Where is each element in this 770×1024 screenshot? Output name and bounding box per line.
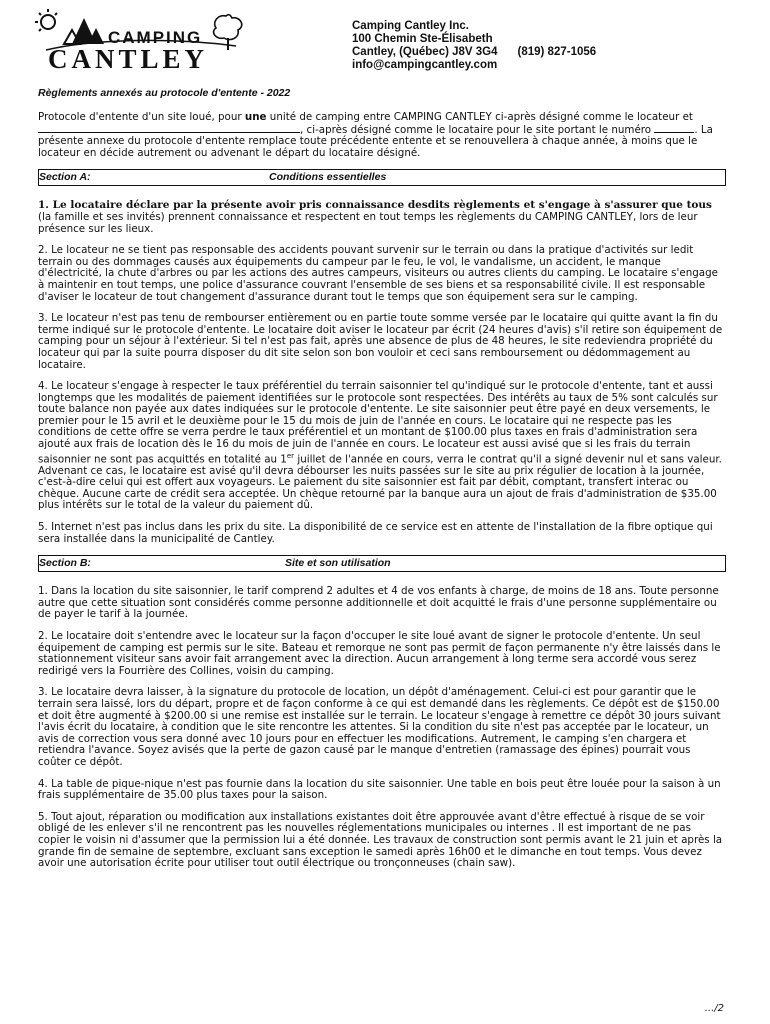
logo-top-word: CAMPING: [108, 28, 203, 47]
camping-cantley-logo: [26, 8, 256, 72]
site-number-blank: [654, 124, 694, 133]
intro-paragraph: [38, 112, 726, 159]
section-a-item-3: 3. Le locateur n'est pas tenu de rembourser entièrement ou en partie toute somme versée par le locataire qui quitte avant la fin du terme indiqué sur le protocole d'entente. Le locataire doit aviser le locateur par écrit (24 heures d'avis) s'il retire son équipement de camping pour un séjour à l'extérieur. Si tel n'est pas fait, après une absence de plus de 48 heures, le site redeviendra propriété du locateur qui par la suite pourra disposer du dit site selon son bon vouloir et ceci sans remboursement ou dédommagement au locataire.: [38, 312, 723, 371]
intro-text-3: , ci-après désigné comme le locataire pour le site portant le numéro: [300, 123, 655, 136]
section-a-item-1-lead: 1. Le locataire déclare par la présente avoir pris connaissance desdits règlements et s'engage à s'assurer que tous: [38, 199, 712, 212]
street-address: 100 Chemin Ste-Élisabeth: [352, 33, 493, 45]
intro-text-1: Protocole d'entente d'un site loué, pour: [38, 111, 245, 123]
superscript-er: er: [286, 451, 295, 460]
section-a-label: Section A:: [39, 171, 91, 184]
section-a-item-2: 2. Le locateur ne se tient pas responsable des accidents pouvant survenir sur le terrain ou dans la pratique d'activités sur ledit terrain ou des dommages causés aux équipements du campeur par le feu, le vol, le vandalisme, un accident, le manque d'électricité, la chute d'arbres ou par les actions des autres campeurs, visiteurs ou autres clients du camping. Le locataire s'engage à maintenir en tout temps, une police d'assurance couvrant l'ensemble de ses biens et sa responsabilité civile. Il est responsable d'aviser le locateur de tout changement d'assurance durant tout le temps que son équipement sera sur le camping.: [38, 244, 718, 303]
logo-bottom-word: CANTLEY: [48, 44, 209, 72]
document-body: [38, 112, 726, 880]
email-link[interactable]: info@campingcantley.com: [352, 59, 498, 71]
phone-number: (819) 827-1056: [517, 46, 597, 58]
intro-une: une: [244, 111, 267, 123]
section-a-header: [38, 169, 726, 186]
company-name: Camping Cantley Inc.: [352, 20, 469, 32]
section-a-item-5: 5. Internet n'est pas inclus dans les prix du site. La disponibilité de ce service est en attente de l'installation de la fibre optique qui sera installée dans la municipalité de Cantley.: [38, 521, 713, 545]
city-address: Cantley, (Québec) J8V 3G4: [352, 46, 498, 58]
logo-graphic: [26, 8, 256, 72]
section-a-title: Conditions essentielles: [269, 171, 387, 184]
section-a-item-4: [38, 381, 726, 512]
locataire-name-blank: [38, 124, 300, 133]
section-a-item-4-part-1: 4. Le locateur s'engage à respecter le taux préférentiel du terrain saisonnier tel qu'indiqué sur le protocole d'entente, tant et aussi longtemps que les modalités de paiement identifiées sur le protocole sont respectées. Des intérêts au taux de 5% sont calculés sur toute balance non payée aux dates indiquées sur le protocole d'entente. Le site saisonnier peut être payé en deux versements, le premier pour le 15 avril et le deuxième pour le 15 du mois de juin de l'année en cours. Le locataire qui ne respecte pas les conditions de cette offre se verra perdre le taux préférentiel et un montant de $100.00 plus taxes en frais d'administration sera ajouté aux frais de location dès le 16 du mois de juin de l'année en cours. Le locateur est aussi avisé que si les frais du terrain saisonnier ne sont pas acquittés en totalité au 1: [38, 380, 718, 466]
section-b-title: Site et son utilisation: [285, 557, 391, 570]
intro-text-4: . La présente annexe du protocole d'entente remplace toute précédente entente et se renouvellera à chaque année, à moins que le locateur en décide autrement ou advenant le départ du locataire désigné.: [38, 123, 713, 159]
section-b-item-4: 4. La table de pique-nique n'est pas fournie dans la location du site saisonnier. Une table en bois peut être louée pour la saison à un frais supplémentaire de 35.00 plus taxes pour la saison.: [38, 777, 721, 802]
section-b-item-5: 5. Tout ajout, réparation ou modification aux installations existantes doit être approuvée avant d'être effectué à risque de se voir obligé de les enlever s'il ne rencontrent pas les nouvelles réglementations municipales ou internes . Il est important de ne pas copier le voisin ni d'assumer que la permission lui a été donnée. Les travaux de construction sont permis avant le 21 juin et après la grande fin de semaine de septembre, excluant sans exception le samedi après 16h00 et le dimanche en tout temps. Vous devez avoir une autorisation écrite pour utiliser tout outil électrique ou tronçonneuses (chain saw).: [38, 810, 723, 870]
section-a-item-1: [38, 200, 726, 235]
section-b-label: Section B:: [39, 557, 91, 570]
section-b-item-1: 1. Dans la location du site saisonnier, le tarif comprend 2 adultes et 4 de vos enfants à charge, de moins de 18 ans. Toute personne autre que cette situation sont considérés comme personne additionnelle et doit acquitté le frais d'une personne supplémentaire ou de payer le tarif à la journée.: [38, 585, 719, 621]
section-b-item-3: 3. Le locataire devra laisser, à la signature du protocole de location, un dépôt d'aménagement. Celui-ci est pour garantir que le terrain sera laissé, lors du départ, propre et de façon conforme à ce qui est demandé dans les règlements. Ce dépôt est de $150.00 et doit être augmenté à $200.00 si une remise est installée sur le terrain. Le locateur s'engage à remettre ce dépôt 30 jours suivant l'avis écrit du locataire, à condition que le site rencontre les attentes. Si la condition du site n'est pas acceptée par le locateur, un avis de correction vous sera donné avec 10 jours pour en effectuer les modifications. Autrement, le camping s'en chargera et retiendra l'avance. Soyez avisés que la perte de gazon causé par le manque d'entretien (ramassage des épines) pourrait vous coûter ce dépôt.: [38, 686, 721, 768]
page-continuation: .../2: [704, 1003, 724, 1014]
section-a-item-1-rest: (la famille et ses invités) prennent connaissance et respectent en tout temps les règlements du CAMPING CANTLEY, lors de leur présence sur les lieux.: [38, 210, 698, 235]
section-b-item-2: 2. Le locataire doit s'entendre avec le locateur sur la façon d'occuper le site loué avant de signer le protocole d'entente. Un seul équipement de camping est permis sur le site. Bateau et remorque ne sont pas permit de façon permanente n'y être laissés dans le stationnement visiteur sans avoir fait arrangement avec la direction. Aucun arrangement à long terme sera accordé vous serez redirigé vers la Fourrière des Collines, voisin du camping.: [38, 630, 721, 677]
intro-text-2: unité de camping entre CAMPING CANTLEY ci-après désigné comme le locateur et: [266, 111, 693, 123]
contact-block: [352, 20, 596, 72]
section-b-header: [38, 555, 726, 572]
document-title: Règlements annexés au protocole d'entente - 2022: [38, 87, 291, 99]
section-a-item-4-part-2: juillet de l'année en cours, verra le contrat qu'il a signé devenir nul et sans valeur. Advenant ce cas, le locataire est avisé qu'il devra débourser les nuits passées sur le site au prix régulier de location à la journée, c'est-à-dire celui qui est offert aux voyageurs. Le paiement du site saisonnier est fait par débit, comptant, transfert interac ou chèque. Aucune carte de crédit sera acceptée. Un chèque retourné par la banque aura un ajout de frais d'administration de $35.00 plus intérêts sur le total de la valeur du paiement dû.: [38, 453, 722, 512]
